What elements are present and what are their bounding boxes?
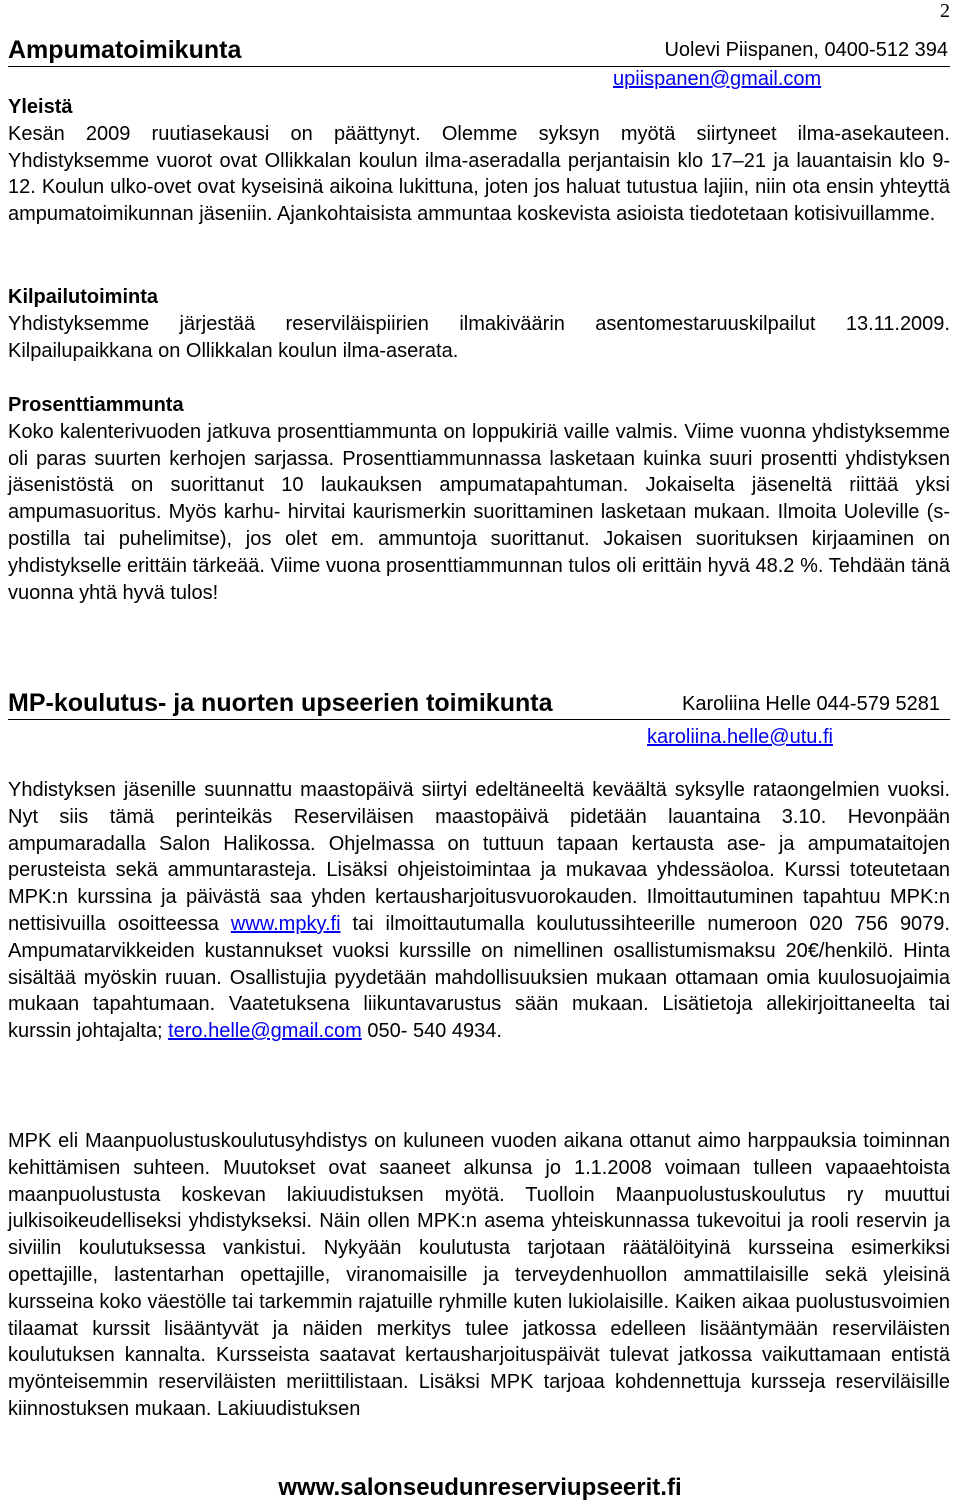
footer-url[interactable]: www.salonseudunreserviupseerit.fi xyxy=(278,1474,682,1501)
section-heading: Prosenttiammunta xyxy=(8,394,184,416)
email-link-uolevi[interactable]: upiispanen@gmail.com xyxy=(613,68,822,90)
section-header-mp-koulutus xyxy=(8,689,950,720)
mpky-link[interactable]: www.mpky.fi xyxy=(230,912,341,935)
section-header-ampumatoimikunta xyxy=(8,36,950,67)
paragraph: Kesän 2009 ruutiasekausi on päättynyt. Olemme syksyn myötä siirtyneet ilma-asekauteen. Yhdistyksemme vuorot ovat Ollikkalan koulun ilma-aseradalla perjantaisin klo 17–21 ja lauantaisin klo 9-12. Koulun ulko-ovet ovat kyseisinä aikoina lukittuna, joten jos haluat tutustua lajiin, niin ota ensin yhteyttä ampumatoimikunnan jäseniin. Ajankohtaisista ammuntaa koskevista asioista tiedotetaan kotisivuillamme. xyxy=(8,122,950,226)
section-heading: Kilpailutoiminta xyxy=(8,286,158,308)
paragraph: Koko kalenterivuoden jatkuva prosenttiammunta on loppukiriä vaille valmis. Viime vuonna yhdistyksemme oli paras suurten kerhojen sarjassa. Prosenttiammunnassa lasketaan kuinka suuri prosentti yhdistyksen jäsenistöstä on suorittanut 10 laukauksen ampumatapahtuman. Jokaiselta jäseneltä riittää yksi ampumasuoritus. Myös karhu- hirvitai kaurismerkin suorittaminen lasketaan mukaan. Ilmoita Uoleville (s-postilla tai puhelimitse), jos olet em. ammuntoja suorittanut. Jokaisen suorituksen kirjaaminen on yhdistykselle erittäin tärkeää. Viime vuona prosenttiammunnan tulos oli erittäin hyvä 48.2 %. Tehdään tänä vuonna yhtä hyvä tulos! xyxy=(8,420,950,604)
page-number: 2 xyxy=(940,0,950,22)
section-title: Ampumatoimikunta xyxy=(8,36,242,64)
yleista-section xyxy=(8,94,950,228)
kilpailutoiminta-section xyxy=(8,284,950,364)
paragraph xyxy=(8,777,950,1045)
text-segment: 050- 540 4934. xyxy=(361,1020,502,1043)
paragraph: MPK eli Maanpuolustuskoulutusyhdistys on kuluneen vuoden aikana ottanut aimo harppauksia toiminnan kehittämisen suhteen. Muutokset ovat saaneet alkunsa jo 1.1.2008 voimaan tulleen vapaaehtoista maanpuolustusta koskevan lakiuudistuksen myötä. Tuolloin Maanpuolustuskoulutus ry muuttui julkisoikeudelliseksi yhdistykseksi. Näin ollen MPK:n asema yhteiskunnassa tukevoitui ja rooli reservin ja siviilin koulutuksessa vankistui. Nykyään koulutusta tarjotaan räätälöityinä kursseina esimerkiksi opettajille, lastentarhan opettajille, viranomaisille ja terveydenhuollon ammattilaisille sekä yleisinä kursseina koko väestölle tai tarkemmin rajatuille ryhmille kuten lukiolaisille. Kaiken aikaa puolustusvoimien tilaamat kurssit lisääntyvät ja näiden merkitys tulee jatkossa edelleen lisääntymään reserviläisten koulutuksen kannalta. Kursseista saatavat kertausharjoituspäivät tulevat jatkossa vaikuttamaan entistä myönteisemmin reserviläisten meriittilistaan. Lisäksi MPK tarjoaa kohdennettuja kursseja reserviläisille kiinnostuksen mukaan. Lakiuudistuksen xyxy=(8,1130,950,1420)
contact-info: Karoliina Helle 044-579 5281 xyxy=(682,693,940,715)
contact-info: Uolevi Piispanen, 0400-512 394 xyxy=(664,39,948,61)
prosenttiammunta-section xyxy=(8,392,950,606)
section-heading: Yleistä xyxy=(8,96,73,118)
tero-email-link[interactable]: tero.helle@gmail.com xyxy=(168,1020,362,1043)
maastopaiva-section xyxy=(8,777,950,1045)
mpk-section xyxy=(8,1128,950,1423)
text-segment: Yhdistyksen jäsenille suunnattu maastopäivä siirtyi edeltäneeltä keväältä syksylle rataongelmien vuoksi. Nyt siis tämä perinteikäs Reserviläisen maastopäivä pidetään lauantaina 3.10. Hevonpään ampumaradalla Salon Halikossa. Ohjelmassa on tuttuun tapaan kertausta ase- ja ampumataitojen perusteista sekä ammuntarasteja. Lisäksi ohjeistoimintaa ja mukavaa yhdessäoloa. Kurssi toteutetaan MPK:n kurssina ja päivästä saa yhden kertausharjoitusvuorokauden. Ilmoittautuminen tapahtuu MPK:n nettisivuilla osoitteessa xyxy=(8,779,950,935)
email-link-karoliina[interactable]: karoliina.helle@utu.fi xyxy=(647,726,833,748)
section-title: MP-koulutus- ja nuorten upseerien toimikunta xyxy=(8,689,553,717)
text-segment: tai ilmoittautumalla koulutussihteerille numeroon 020 756 9079. Ampumatarvikkeiden kustannukset vuoksi kurssille on nimellinen osallistumismaksu 20€/henkilö. Hinta sisältää myöskin ruuan. Osallistujia pyydetään mahdollisuuksien mukaan ottamaan omia kuulosuojaimia mukaan tapahtumaan. Vaatetuksena liikuntavarustus sään mukaan. Lisätietoja allekirjoittaneelta tai kurssin johtajalta; xyxy=(8,912,950,1043)
paragraph: Yhdistyksemme järjestää reserviläispiirien ilmakiväärin asentomestaruuskilpailut 13.11.2009. Kilpailupaikkana on Ollikkalan koulun ilma-aserata. xyxy=(8,312,950,362)
